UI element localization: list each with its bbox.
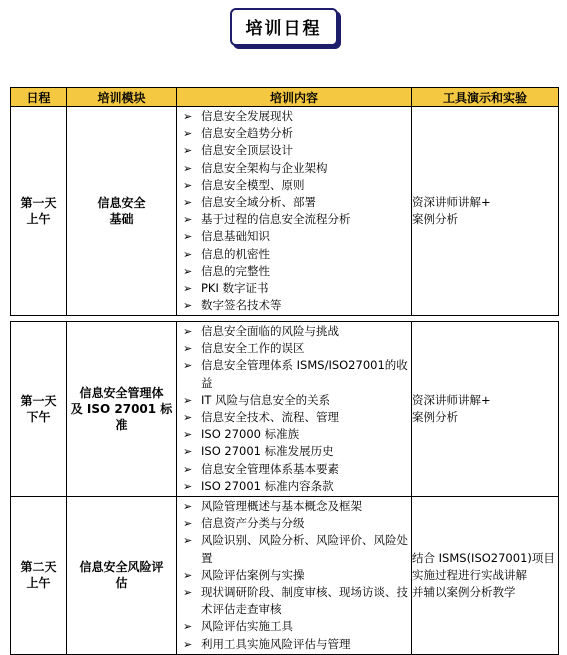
header-module: 培训模块 — [67, 88, 177, 107]
content-item-text: ISO 27001 标准内容条款 — [201, 478, 334, 493]
content-item — [181, 263, 409, 280]
arrow-bullet-icon: ➢ — [183, 247, 193, 261]
content-item-text: ISO 27001 标准发展历史 — [201, 444, 334, 459]
content-item-text: PKI 数字证书 — [201, 281, 269, 296]
session-row — [11, 107, 559, 316]
content-item-text: 风险管理概述与基本概念及框架 — [201, 499, 362, 514]
content-item-text: 信息的完整性 — [201, 263, 270, 278]
content-item-text: 信息安全顶层设计 — [201, 143, 293, 158]
content-item — [181, 246, 409, 263]
content-item — [181, 426, 409, 443]
content-item — [181, 478, 409, 495]
content-item-text: 信息安全管理体系基本要素 — [201, 461, 339, 476]
arrow-bullet-icon: ➢ — [183, 110, 193, 123]
header-content: 培训内容 — [177, 88, 412, 107]
content-item — [181, 532, 409, 566]
content-item-text: 基于过程的信息安全流程分析 — [201, 212, 351, 227]
arrow-bullet-icon: ➢ — [183, 428, 193, 442]
content-item — [181, 636, 409, 653]
content-item — [181, 567, 409, 584]
arrow-bullet-icon: ➢ — [183, 534, 193, 548]
content-item-text: 信息安全架构与企业架构 — [201, 160, 328, 175]
arrow-bullet-icon: ➢ — [183, 161, 193, 175]
arrow-bullet-icon: ➢ — [183, 500, 193, 514]
arrow-bullet-icon: ➢ — [183, 299, 193, 313]
arrow-bullet-icon: ➢ — [183, 230, 193, 244]
content-item-text: 信息基础知识 — [201, 229, 270, 244]
arrow-bullet-icon: ➢ — [183, 196, 193, 210]
content-item — [181, 498, 409, 515]
content-item-text: 风险识别、风险分析、风险评价、风险处置 — [201, 533, 408, 565]
arrow-bullet-icon: ➢ — [183, 393, 193, 407]
page-title: 培训日程 — [230, 8, 338, 46]
session-tools: 资深讲师讲解+ 案例分析 — [412, 322, 559, 497]
arrow-bullet-icon: ➢ — [183, 127, 193, 141]
content-item — [181, 584, 409, 618]
content-item — [181, 461, 409, 478]
content-item — [181, 160, 409, 177]
session-content — [177, 107, 412, 316]
content-item-text: 信息安全工作的误区 — [201, 341, 305, 356]
session-module: 信息安全 基础 — [67, 107, 177, 316]
session-row — [11, 497, 559, 655]
arrow-bullet-icon: ➢ — [183, 325, 193, 338]
content-item — [181, 194, 409, 211]
arrow-bullet-icon: ➢ — [183, 568, 193, 582]
content-item-text: 信息的机密性 — [201, 246, 270, 261]
content-item-text: 信息安全趋势分析 — [201, 126, 293, 141]
content-item — [181, 125, 409, 142]
session-day: 第二天 上午 — [11, 497, 67, 655]
arrow-bullet-icon: ➢ — [183, 411, 193, 425]
content-item — [181, 515, 409, 532]
session-day: 第一天 上午 — [11, 107, 67, 316]
content-item — [181, 323, 409, 340]
session-content — [177, 497, 412, 655]
content-item-text: 信息资产分类与分级 — [201, 516, 305, 531]
arrow-bullet-icon: ➢ — [183, 517, 193, 531]
content-item — [181, 142, 409, 159]
content-list — [177, 322, 411, 496]
content-item-text: IT 风险与信息安全的关系 — [201, 392, 331, 407]
title-area — [0, 8, 567, 46]
session-tools: 资深讲师讲解+ 案例分析 — [412, 107, 559, 316]
arrow-bullet-icon: ➢ — [183, 213, 193, 227]
arrow-bullet-icon: ➢ — [183, 445, 193, 459]
content-item-text: 信息安全发展现状 — [201, 109, 293, 123]
arrow-bullet-icon: ➢ — [183, 586, 193, 600]
arrow-bullet-icon: ➢ — [183, 282, 193, 296]
content-item-text: 风险评估实施工具 — [201, 619, 293, 634]
content-item — [181, 443, 409, 460]
content-item — [181, 340, 409, 357]
content-item — [181, 280, 409, 297]
arrow-bullet-icon: ➢ — [183, 342, 193, 356]
arrow-bullet-icon: ➢ — [183, 178, 193, 192]
header-row — [11, 88, 559, 107]
content-item-text: 风险评估案例与实操 — [201, 567, 305, 582]
content-item-text: 现状调研阶段、制度审核、现场访谈、技术评估走查审核 — [201, 585, 408, 617]
content-item — [181, 228, 409, 245]
session-content — [177, 322, 412, 497]
arrow-bullet-icon: ➢ — [183, 264, 193, 278]
arrow-bullet-icon: ➢ — [183, 479, 193, 493]
content-item-text: 利用工具实施风险评估与管理 — [201, 636, 351, 651]
header-day: 日程 — [11, 88, 67, 107]
content-item-text: 信息安全技术、流程、管理 — [201, 410, 339, 425]
content-item — [181, 297, 409, 314]
content-item — [181, 211, 409, 228]
content-list — [177, 107, 411, 315]
schedule-table-1 — [10, 87, 559, 316]
content-item-text: ISO 27000 标准族 — [201, 427, 300, 442]
content-item — [181, 357, 409, 391]
arrow-bullet-icon: ➢ — [183, 359, 193, 373]
arrow-bullet-icon: ➢ — [183, 637, 193, 651]
content-item-text: 信息安全域分析、部署 — [201, 195, 316, 210]
session-module: 信息安全风险评 估 — [67, 497, 177, 655]
content-list — [177, 497, 411, 654]
arrow-bullet-icon: ➢ — [183, 144, 193, 158]
content-item-text: 数字签名技术等 — [201, 298, 282, 313]
content-item — [181, 618, 409, 635]
content-item — [181, 409, 409, 426]
header-tools: 工具演示和实验 — [412, 88, 559, 107]
content-item-text: 信息安全管理体系 ISMS/ISO27001的收益 — [201, 358, 408, 390]
schedule-table-2 — [10, 321, 559, 655]
content-item — [181, 108, 409, 125]
content-item — [181, 392, 409, 409]
session-day: 第一天 下午 — [11, 322, 67, 497]
arrow-bullet-icon: ➢ — [183, 620, 193, 634]
content-item — [181, 177, 409, 194]
session-module: 信息安全管理体 及 ISO 27001 标 准 — [67, 322, 177, 497]
arrow-bullet-icon: ➢ — [183, 462, 193, 476]
session-tools: 结合 ISMS(ISO27001)项目实施过程进行实战讲解 并辅以案例分析教学 — [412, 497, 559, 655]
session-row — [11, 322, 559, 497]
content-item-text: 信息安全模型、原则 — [201, 177, 305, 192]
content-item-text: 信息安全面临的风险与挑战 — [201, 324, 339, 338]
